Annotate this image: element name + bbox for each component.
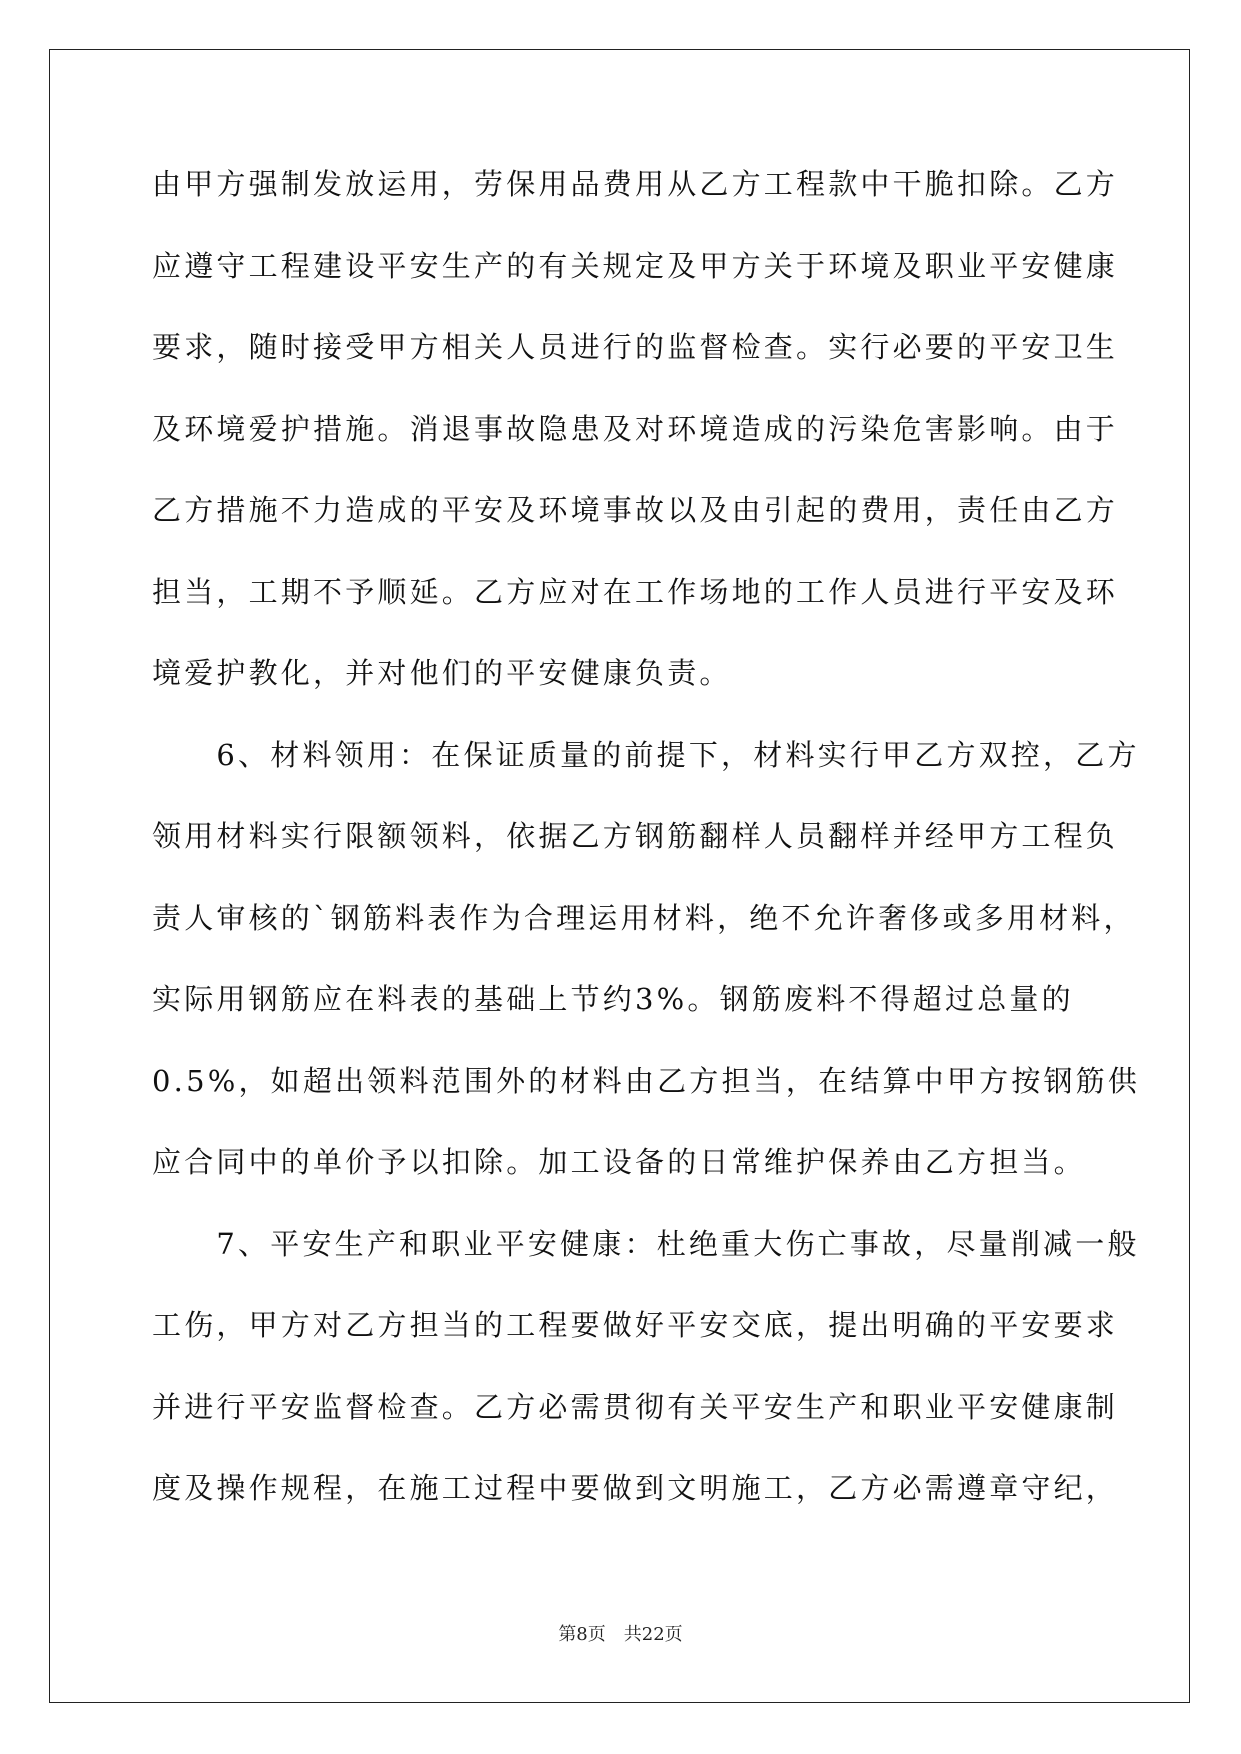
text-line: 境爱护教化，并对他们的平安健康负责。 (152, 656, 732, 690)
page-number-footer: 第8页 共22页 (558, 1624, 683, 1645)
text-line: 6、材料领用：在保证质量的前提下，材料实行甲乙方双控，乙方 (152, 737, 1140, 772)
text-line: 及环境爱护措施。消退事故隐患及对环境造成的污染危害影响。由于 (152, 411, 1119, 446)
text-line: 责人审核的`钢筋料表作为合理运用材料，绝不允许奢侈或多用材料， (152, 900, 1136, 935)
text-line: 实际用钢筋应在料表的基础上节约3%。钢筋废料不得超过总量的 (152, 982, 1074, 1016)
text-line: 0.5%，如超出领料范围外的材料由乙方担当，在结算中甲方按钢筋供 (152, 1063, 1141, 1098)
text-line: 由甲方强制发放运用，劳保用品费用从乙方工程款中干脆扣除。乙方 (152, 167, 1119, 201)
document-body (152, 160, 1141, 1546)
text-line: 担当，工期不予顺延。乙方应对在工作场地的工作人员进行平安及环 (152, 574, 1119, 609)
text-line: 应遵守工程建设平安生产的有关规定及甲方关于环境及职业平安健康 (152, 248, 1119, 283)
text-line: 乙方措施不力造成的平安及环境事故以及由引起的费用，责任由乙方 (152, 493, 1119, 527)
text-line: 工伤，甲方对乙方担当的工程要做好平安交底，提出明确的平安要求 (152, 1308, 1119, 1342)
text-line: 7、平安生产和职业平安健康：杜绝重大伤亡事故，尽量削减一般 (152, 1226, 1140, 1261)
text-line: 领用材料实行限额领料，依据乙方钢筋翻样人员翻样并经甲方工程负 (152, 819, 1119, 853)
text-line: 应合同中的单价予以扣除。加工设备的日常维护保养由乙方担当。 (152, 1145, 1086, 1179)
text-line: 度及操作规程，在施工过程中要做到文明施工，乙方必需遵章守纪， (152, 1471, 1119, 1505)
text-line: 要求，随时接受甲方相关人员进行的监督检查。实行必要的平安卫生 (152, 330, 1119, 364)
text-line: 并进行平安监督检查。乙方必需贯彻有关平安生产和职业平安健康制 (152, 1389, 1119, 1424)
